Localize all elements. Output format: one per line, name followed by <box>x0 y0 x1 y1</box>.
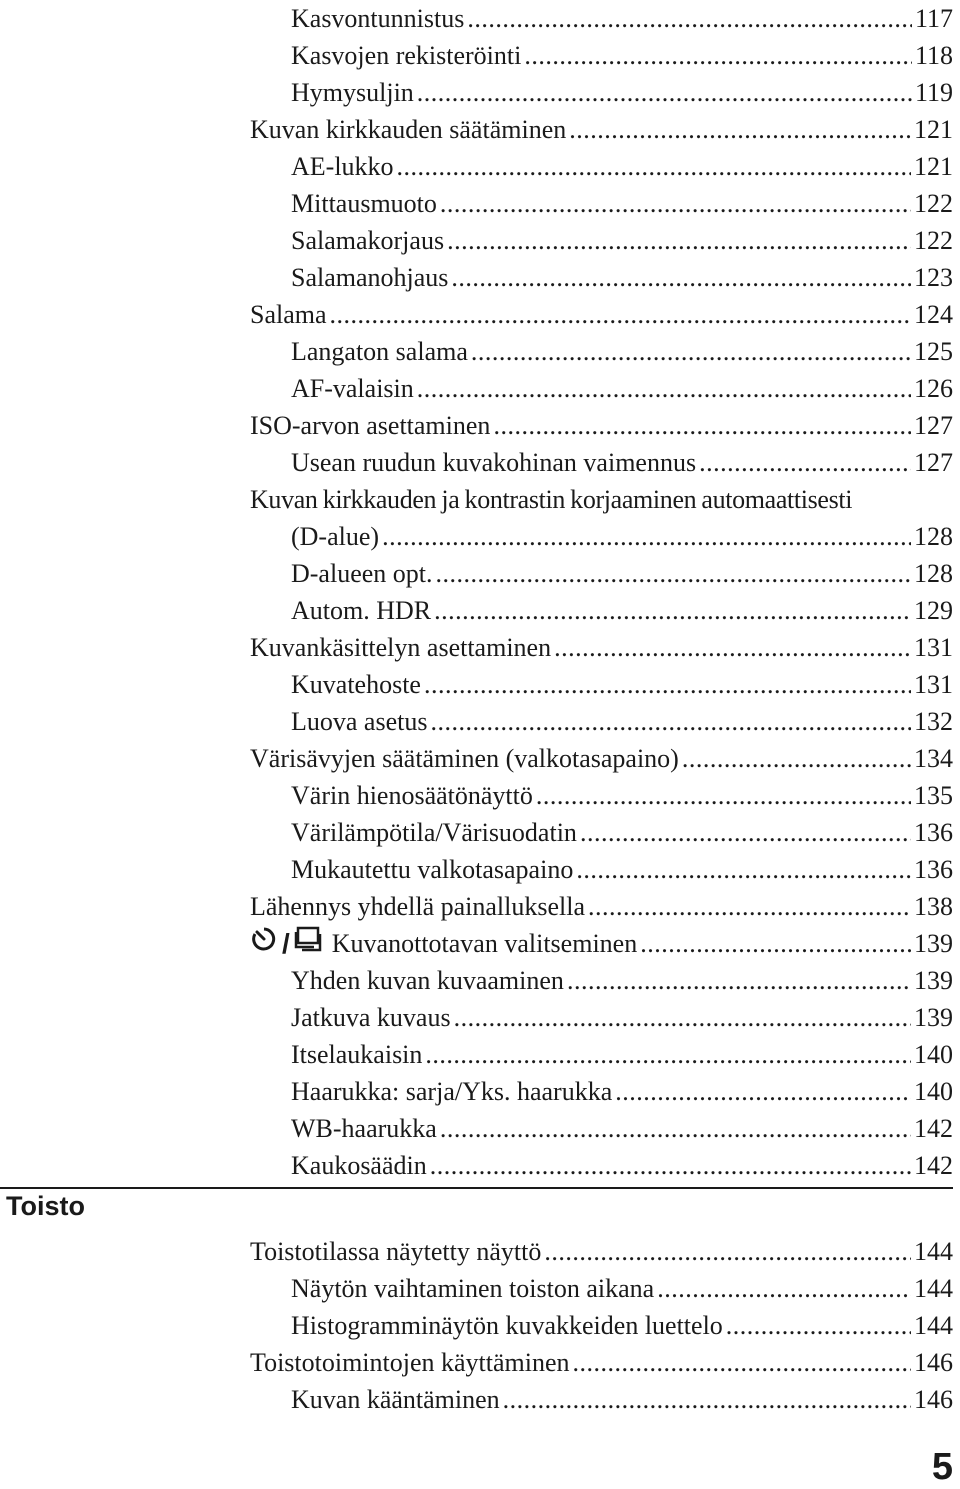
toc-entry-af-valaisin[interactable] <box>250 370 953 407</box>
toc-entry-page: 122 <box>914 226 953 255</box>
dot-leader <box>425 1036 911 1073</box>
toc-entry-title: Kuvan kääntäminen <box>291 1385 500 1414</box>
toc-entry-title: Toistotoimintojen käyttäminen <box>250 1348 570 1377</box>
toc-entry-page: 139 <box>914 966 953 995</box>
toc-entry-title: Näytön vaihtaminen toiston aikana <box>291 1274 655 1303</box>
dot-leader <box>440 185 911 222</box>
dot-leader <box>580 814 911 851</box>
toc-entry-yhden-kuvan-kuvaaminen[interactable] <box>250 962 953 999</box>
toc-entry-haarukka-sarja-yks-haarukka[interactable] <box>250 1073 953 1110</box>
toc-entry-title: Kuvanottotavan valitseminen <box>331 929 638 958</box>
toc-entry-kasvontunnistus[interactable] <box>250 0 953 37</box>
dot-leader <box>430 1147 911 1184</box>
drive-mode-icons <box>250 925 324 962</box>
dot-leader <box>699 444 911 481</box>
toc-entry-autom-hdr[interactable] <box>250 592 953 629</box>
toc-entry-kuvan-kirkkauden-säätäminen[interactable] <box>250 111 953 148</box>
toc-entry-title: Kuvan kirkkauden säätäminen <box>250 115 567 144</box>
toc-entry-title: Värisävyjen säätäminen (valkotasapaino) <box>250 744 679 773</box>
toc-entry-title-continued: (D-alue) <box>291 522 380 551</box>
dot-leader <box>451 259 911 296</box>
section-divider <box>0 1187 953 1189</box>
toc-entry-title: Kasvojen rekisteröinti <box>291 41 522 70</box>
toc-entry-title: Hymysuljin <box>291 78 414 107</box>
toc-entry-histogramminäytön-kuvakkeiden-luettelo[interactable] <box>250 1307 953 1344</box>
self-timer-icon <box>250 925 278 962</box>
dot-leader <box>544 1233 911 1270</box>
dot-leader <box>493 407 911 444</box>
toc-entry-title: AF-valaisin <box>291 374 414 403</box>
toc-entry-title: Kaukosäädin <box>291 1151 427 1180</box>
toc-entry-kuvanottotavan-valitseminen[interactable] <box>250 925 953 962</box>
toc-entry-page: 124 <box>914 300 953 329</box>
toc-entry-page: 140 <box>914 1077 953 1106</box>
toc-entry-title: Kuvan kirkkauden ja kontrastin korjaaminen automaattisesti <box>250 485 853 514</box>
dot-leader <box>330 296 911 333</box>
dot-leader <box>434 592 911 629</box>
toc-entry-title: Mukautettu valkotasapaino <box>291 855 574 884</box>
toc-entry-page: 144 <box>914 1274 953 1303</box>
toc-entry-lähennys-yhdellä-painalluksella[interactable] <box>250 888 953 925</box>
toc-entry-salamanohjaus[interactable] <box>250 259 953 296</box>
toc-entry-title: Lähennys yhdellä painalluksella <box>250 892 586 921</box>
toc-entry-page: 136 <box>914 818 953 847</box>
toc-entry-page: 136 <box>914 855 953 884</box>
toc-entry-title: D-alueen opt. <box>291 559 433 588</box>
dot-leader <box>382 518 911 555</box>
toc-entry-kaukosäädin[interactable] <box>250 1147 953 1184</box>
toc-entry-värisävyjen-säätäminen-valkotasapaino[interactable] <box>250 740 953 777</box>
toc-entry-page: 121 <box>914 115 953 144</box>
toc-entry-title: Langaton salama <box>291 337 468 366</box>
toc-entry-page: 144 <box>914 1237 953 1266</box>
toc-entry-page: 134 <box>914 744 953 773</box>
toc-entry-langaton-salama[interactable] <box>250 333 953 370</box>
toc-entry-luova-asetus[interactable] <box>250 703 953 740</box>
toc-entry-page: 119 <box>914 78 953 107</box>
toc-entry-page: 117 <box>914 4 953 33</box>
toc-entry-title: Kasvontunnistus <box>291 4 465 33</box>
dot-leader <box>471 333 911 370</box>
toc-entry-näytön-vaihtaminen-toiston-aikana[interactable] <box>250 1270 953 1307</box>
dot-leader <box>430 703 911 740</box>
toc-entry-title: Kuvankäsittelyn asettaminen <box>250 633 552 662</box>
toc-entry-page: 127 <box>914 411 953 440</box>
toc-entry-salamakorjaus[interactable] <box>250 222 953 259</box>
toc-entry-salama[interactable] <box>250 296 953 333</box>
toc-entry-title: Mittausmuoto <box>291 189 437 218</box>
toc-entry-page: 129 <box>914 596 953 625</box>
toc-entry-page: 126 <box>914 374 953 403</box>
toc-entry-title: Autom. HDR <box>291 596 432 625</box>
toc-entry-title: Itselaukaisin <box>291 1040 423 1069</box>
toc-entry-mittausmuoto[interactable] <box>250 185 953 222</box>
dot-leader <box>447 222 911 259</box>
dot-leader <box>424 666 911 703</box>
toc-entry-title: Yhden kuvan kuvaaminen <box>291 966 564 995</box>
dot-leader <box>397 148 911 185</box>
toc-entry-jatkuva-kuvaus[interactable] <box>250 999 953 1036</box>
toc-entry-title: Usean ruudun kuvakohinan vaimennus <box>291 448 697 477</box>
dot-leader <box>467 0 912 37</box>
dot-leader <box>573 1344 911 1381</box>
dot-leader <box>576 851 911 888</box>
toc-entry-page: 146 <box>914 1385 953 1414</box>
toc-entry-title: Haarukka: sarja/Yks. haarukka <box>291 1077 613 1106</box>
toc-entry-title: Jatkuva kuvaus <box>291 1003 451 1032</box>
toc-entry-page: 146 <box>914 1348 953 1377</box>
toc-entry-page: 127 <box>914 448 953 477</box>
toc-entry-d-alueen-opt[interactable] <box>250 555 953 592</box>
toc-entry-title: Kuvatehoste <box>291 670 421 699</box>
toc-entry-title: Salamakorjaus <box>291 226 445 255</box>
continuous-drive-icon <box>294 925 324 962</box>
toc-entry-page: 132 <box>914 707 953 736</box>
toc-entry-title: Salamanohjaus <box>291 263 449 292</box>
dot-leader <box>440 1110 911 1147</box>
toc-entry-page: 128 <box>914 522 953 551</box>
toc-entry-title: ISO-arvon asettaminen <box>250 411 491 440</box>
dot-leader <box>436 555 911 592</box>
toc-entry-page: 142 <box>914 1151 953 1180</box>
toc-entry-page: 142 <box>914 1114 953 1143</box>
toc-entry-page: 131 <box>914 633 953 662</box>
dot-leader <box>454 999 911 1036</box>
dot-leader <box>417 370 911 407</box>
toc-entry-värin-hienosäätönäyttö[interactable] <box>250 777 953 814</box>
toc-entry-title: Luova asetus <box>291 707 428 736</box>
icon-separator: / <box>282 928 290 959</box>
toc-entry-page: 118 <box>914 41 953 70</box>
toc-entry-page: 140 <box>914 1040 953 1069</box>
toc-entry-page: 121 <box>914 152 953 181</box>
toc-list-shooting <box>250 0 953 1184</box>
toc-entry-kuvatehoste[interactable] <box>250 666 953 703</box>
toc-entry-title: Histogramminäytön kuvakkeiden luettelo <box>291 1311 723 1340</box>
toc-entry-kuvan-kirkkauden-ja-kontrastin-korjaaminen-automaattisesti[interactable] <box>250 481 953 555</box>
toc-entry-page: 144 <box>914 1311 953 1340</box>
toc-entry-title: Värin hienosäätönäyttö <box>291 781 533 810</box>
toc-list-playback <box>250 1233 953 1418</box>
toc-entry-page: 139 <box>914 929 953 958</box>
dot-leader <box>536 777 911 814</box>
dot-leader <box>588 888 911 925</box>
dot-leader <box>569 111 911 148</box>
toc-entry-page: 135 <box>914 781 953 810</box>
toc-entry-wb-haarukka[interactable] <box>250 1110 953 1147</box>
toc-entry-mukautettu-valkotasapaino[interactable] <box>250 851 953 888</box>
toc-entry-page: 125 <box>914 337 953 366</box>
toc-entry-page: 128 <box>914 559 953 588</box>
dot-leader <box>554 629 911 666</box>
toc-entry-title: WB-haarukka <box>291 1114 437 1143</box>
page-number: 5 <box>931 1446 953 1488</box>
dot-leader <box>615 1073 911 1110</box>
toc-entry-itselaukaisin[interactable] <box>250 1036 953 1073</box>
dot-leader <box>726 1307 911 1344</box>
toc-entry-värilämpötila-värisuodatin[interactable] <box>250 814 953 851</box>
dot-leader <box>524 37 912 74</box>
dot-leader <box>503 1381 911 1418</box>
toc-entry-page: 122 <box>914 189 953 218</box>
toc-entry-title: Värilämpötila/Värisuodatin <box>291 818 577 847</box>
dot-leader <box>640 925 911 962</box>
toc-entry-toistotoimintojen-käyttäminen[interactable] <box>250 1344 953 1381</box>
dot-leader <box>417 74 912 111</box>
toc-entry-page: 131 <box>914 670 953 699</box>
dot-leader <box>567 962 911 999</box>
toc-entry-kuvan-kääntäminen[interactable] <box>250 1381 953 1418</box>
toc-entry-usean-ruudun-kuvakohinan-vaimennus[interactable] <box>250 444 953 481</box>
toc-entry-title: Salama <box>250 300 327 329</box>
dot-leader <box>657 1270 911 1307</box>
dot-leader <box>682 740 911 777</box>
section-label-toisto: Toisto <box>6 1191 85 1221</box>
toc-entry-toistotilassa-näytetty-näyttö[interactable] <box>250 1233 953 1270</box>
toc-entry-kasvojen-rekisteröinti[interactable] <box>250 37 953 74</box>
toc-entry-title: AE-lukko <box>291 152 394 181</box>
toc-entry-page: 123 <box>914 263 953 292</box>
toc-entry-page: 138 <box>914 892 953 921</box>
toc-entry-page: 139 <box>914 1003 953 1032</box>
toc-entry-iso-arvon-asettaminen[interactable] <box>250 407 953 444</box>
toc-entry-ae-lukko[interactable] <box>250 148 953 185</box>
toc-entry-hymysuljin[interactable] <box>250 74 953 111</box>
toc-entry-title: Toistotilassa näytetty näyttö <box>250 1237 542 1266</box>
toc-entry-kuvankäsittelyn-asettaminen[interactable] <box>250 629 953 666</box>
